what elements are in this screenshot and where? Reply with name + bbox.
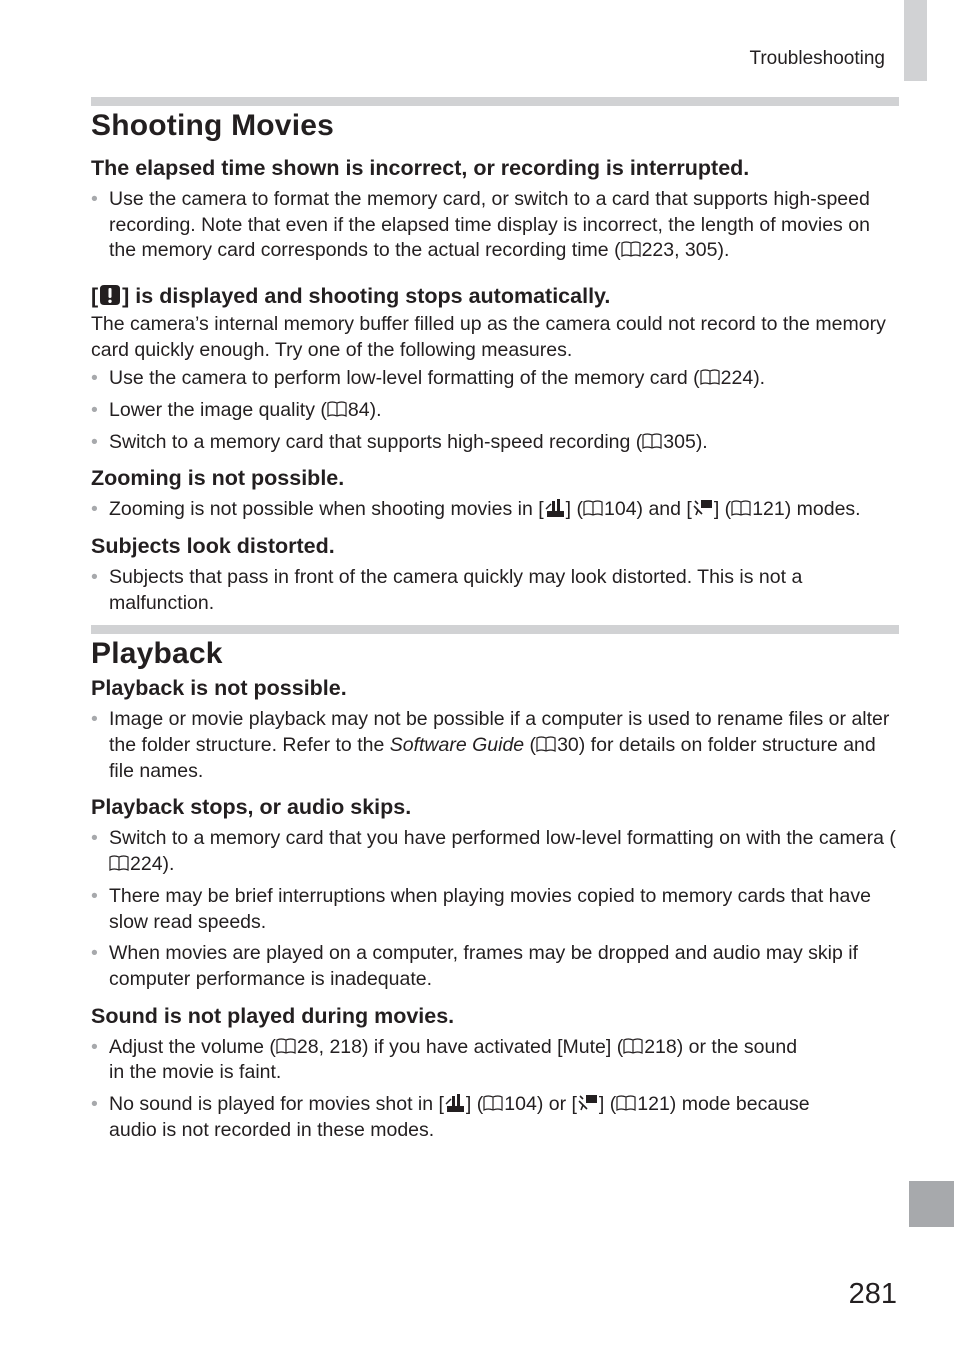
list-item-text: Use the camera to format the memory card, or switch to a card that supports high-speed recording. Note that even if the elapsed time display is incorrect, the length of movies on the memory card corresponds to the actual recording time (	[109, 188, 870, 262]
page-reference: 218	[644, 1035, 677, 1058]
page-reference: 224	[720, 367, 754, 390]
list-item	[91, 941, 899, 992]
book-reference-icon	[731, 500, 751, 517]
book-reference-icon	[642, 433, 662, 450]
list-item-text: ) or [	[536, 1093, 577, 1116]
list-item-text: There may be brief interruptions when playing movies copied to memory cards that have slow read speeds.	[109, 884, 871, 933]
heading-bracket: [	[91, 284, 99, 309]
page-reference: 305	[663, 430, 696, 453]
header-section-label: Troubleshooting	[749, 48, 885, 69]
page-reference: 104	[504, 1093, 537, 1116]
list-item-text: When movies are played on a computer, frames may be dropped and audio may skip if computer performance is inadequate.	[109, 942, 858, 990]
question-heading: Playback stops, or audio skips.	[91, 795, 412, 820]
list-item	[91, 707, 899, 784]
page-reference: 84	[347, 398, 370, 421]
page-content	[91, 97, 899, 1143]
bullet-list	[91, 1035, 811, 1144]
bullet-list	[91, 187, 899, 264]
section-divider-bar	[91, 625, 899, 634]
side-tab-marker	[909, 1181, 954, 1227]
book-reference-icon	[276, 1038, 296, 1055]
question-heading: Subjects look distorted.	[91, 533, 335, 558]
list-item-text: ).	[753, 367, 766, 390]
bullet-list	[91, 366, 899, 455]
page-number: 281	[848, 1278, 897, 1310]
list-item-text: Subjects that pass in front of the camera quickly may look distorted. This is not a malfunction.	[109, 565, 803, 614]
list-item-text: ) and [	[636, 498, 692, 521]
buffer-warning-icon	[98, 283, 122, 307]
book-reference-icon	[327, 401, 347, 418]
list-item-text: Lower the image quality (	[109, 398, 327, 421]
question-heading: Playback is not possible.	[91, 676, 347, 701]
question-heading	[91, 282, 899, 310]
section-title-playback: Playback	[91, 637, 223, 671]
side-tab-top	[904, 0, 927, 81]
page-reference: 121	[752, 498, 785, 521]
list-item-text: ) modes.	[784, 498, 861, 521]
book-reference-icon	[536, 736, 556, 753]
list-item-text: ) if you have activated [Mute] (	[361, 1035, 624, 1058]
heading-text: ] is displayed and shooting stops automatically.	[122, 284, 611, 309]
list-item-text: ] (	[713, 498, 732, 521]
list-item	[91, 366, 899, 392]
section-title-shooting-movies: Shooting Movies	[91, 109, 334, 142]
ihighlight-movie-mode-icon	[692, 498, 714, 518]
list-item	[91, 1035, 811, 1086]
list-item-text: Switch to a memory card that you have performed low-level formatting on with the camera (	[109, 827, 896, 850]
bullet-list	[91, 707, 899, 784]
list-item-text: Adjust the volume (	[109, 1035, 276, 1058]
book-reference-icon	[109, 855, 129, 872]
page-reference: 104	[604, 498, 637, 521]
list-item-text: ] (	[465, 1093, 484, 1116]
bullet-list	[91, 826, 899, 992]
book-reference-icon	[616, 1095, 636, 1112]
list-item	[91, 826, 899, 877]
section-divider-bar	[91, 97, 899, 106]
list-item-text: Zooming is not possible when shooting movies in [	[109, 498, 544, 521]
question-heading: Sound is not played during movies.	[91, 1003, 455, 1028]
list-item-text: ] (	[598, 1093, 617, 1116]
list-item-text: ).	[162, 853, 175, 876]
page-reference: 28, 218	[296, 1035, 362, 1058]
list-item-text: ).	[717, 239, 730, 262]
miniature-effect-mode-icon	[444, 1093, 466, 1113]
book-reference-icon	[700, 369, 720, 386]
question-heading: The elapsed time shown is incorrect, or recording is interrupted.	[91, 156, 750, 180]
list-item	[91, 187, 899, 264]
list-item	[91, 430, 899, 456]
page-reference: 223, 305	[641, 239, 718, 262]
list-item-text: Use the camera to perform low-level formatting of the memory card (	[109, 367, 700, 390]
list-item	[91, 398, 899, 424]
book-reference-icon	[583, 500, 603, 517]
list-item	[91, 497, 899, 523]
list-item-text: No sound is played for movies shot in [	[109, 1093, 444, 1116]
list-item	[91, 1092, 811, 1143]
list-item-text: Switch to a memory card that supports high-speed recording (	[109, 430, 643, 453]
bullet-list	[91, 565, 899, 616]
list-item-text: ) for details on folder structure and file names.	[109, 734, 876, 782]
book-reference-icon	[483, 1095, 503, 1112]
list-item-text: ) mode because audio is not recorded in these modes.	[109, 1093, 810, 1141]
list-item-text: ).	[695, 430, 708, 453]
list-item	[91, 884, 899, 935]
page-reference: 30	[557, 734, 579, 757]
page-reference: 224	[130, 853, 163, 876]
list-item-text: (	[524, 734, 537, 757]
list-item	[91, 565, 899, 616]
page-reference: 121	[637, 1093, 670, 1116]
list-item-text: ) or the sound in the movie is faint.	[109, 1035, 798, 1084]
list-item-text: ).	[369, 398, 382, 421]
bullet-list	[91, 497, 899, 523]
book-reference-icon	[623, 1038, 643, 1055]
list-item-text: ] (	[565, 498, 583, 521]
ihighlight-movie-mode-icon	[577, 1093, 599, 1113]
intro-paragraph: The camera’s internal memory buffer filled up as the camera could not record to the memory card quickly enough. Try one of the following measures.	[91, 313, 886, 361]
question-heading: Zooming is not possible.	[91, 466, 345, 491]
book-reference-icon	[621, 241, 641, 258]
list-item-text: Image or movie playback may not be possible if a computer is used to rename files or alter the folder structure. Refer to the	[109, 708, 890, 757]
miniature-effect-mode-icon	[544, 498, 566, 518]
software-guide-title: Software Guide	[389, 734, 525, 757]
